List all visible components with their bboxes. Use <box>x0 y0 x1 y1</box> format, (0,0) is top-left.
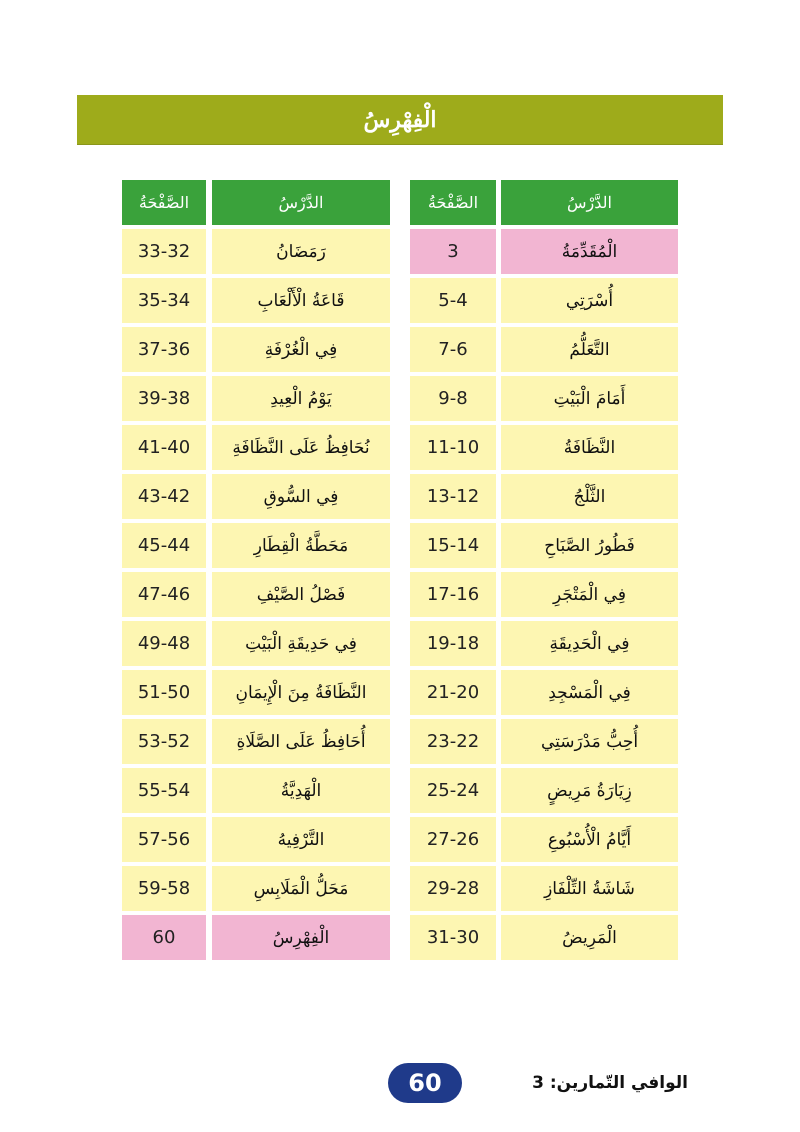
table-row <box>410 327 678 372</box>
lesson-column-header: الدَّرْسُ <box>501 180 678 225</box>
page-range-cell: 15-14 <box>410 523 496 568</box>
page-column-header: الصَّفْحَةُ <box>122 180 206 225</box>
table-row <box>410 915 678 960</box>
lesson-title-cell: قَاعَةُ الْأَلْعَابِ <box>212 278 390 323</box>
table-row <box>122 474 390 519</box>
page-range-cell: 5-4 <box>410 278 496 323</box>
lesson-title-cell: فِي حَدِيقَةِ الْبَيْتِ <box>212 621 390 666</box>
page-range-cell: 37-36 <box>122 327 206 372</box>
table-row <box>410 866 678 911</box>
lesson-title-cell: مَحَطَّةُ الْقِطَارِ <box>212 523 390 568</box>
lesson-title-cell: الْمُقَدِّمَةُ <box>501 229 678 274</box>
lesson-title-cell: فَطُورُ الصَّبَاحِ <box>501 523 678 568</box>
table-row <box>410 474 678 519</box>
page-range-cell: 33-32 <box>122 229 206 274</box>
page-range-cell: 13-12 <box>410 474 496 519</box>
page-range-cell: 53-52 <box>122 719 206 764</box>
page-range-cell: 59-58 <box>122 866 206 911</box>
table-row <box>122 572 390 617</box>
index-table-left <box>122 180 390 964</box>
lesson-title-cell: فِي الْمَسْجِدِ <box>501 670 678 715</box>
table-row <box>410 425 678 470</box>
page-range-cell: 51-50 <box>122 670 206 715</box>
table-row <box>410 229 678 274</box>
page-number-badge: 60 <box>388 1063 462 1103</box>
page-range-cell: 49-48 <box>122 621 206 666</box>
lesson-title-cell: فِي الْحَدِيقَةِ <box>501 621 678 666</box>
table-row <box>122 817 390 862</box>
lesson-title-cell: أُسْرَتِي <box>501 278 678 323</box>
lesson-title-cell: أَمَامَ الْبَيْتِ <box>501 376 678 421</box>
page-range-cell: 9-8 <box>410 376 496 421</box>
table-row <box>410 817 678 862</box>
page-range-cell: 43-42 <box>122 474 206 519</box>
table-row <box>122 670 390 715</box>
lesson-title-cell: فِي الْمَتْجَرِ <box>501 572 678 617</box>
table-header-row <box>410 180 678 225</box>
lesson-title-cell: الْهَدِيَّةُ <box>212 768 390 813</box>
page-range-cell: 41-40 <box>122 425 206 470</box>
page-range-cell: 47-46 <box>122 572 206 617</box>
lesson-column-header: الدَّرْسُ <box>212 180 390 225</box>
page-range-cell: 27-26 <box>410 817 496 862</box>
page-range-cell: 29-28 <box>410 866 496 911</box>
table-row <box>122 376 390 421</box>
table-row <box>122 866 390 911</box>
table-row <box>410 376 678 421</box>
lesson-title-cell: فِي السُّوقِ <box>212 474 390 519</box>
page-range-cell: 3 <box>410 229 496 274</box>
page-range-cell: 25-24 <box>410 768 496 813</box>
lesson-title-cell: التَّعَلُّمُ <box>501 327 678 372</box>
page-range-cell: 39-38 <box>122 376 206 421</box>
table-row <box>122 719 390 764</box>
page-range-cell: 21-20 <box>410 670 496 715</box>
page-range-cell: 31-30 <box>410 915 496 960</box>
table-row <box>122 768 390 813</box>
page-title: الْفِهْرِسُ <box>77 95 723 145</box>
lesson-title-cell: الثَّلْجُ <box>501 474 678 519</box>
lesson-title-cell: رَمَضَانُ <box>212 229 390 274</box>
page-range-cell: 7-6 <box>410 327 496 372</box>
index-table-right <box>410 180 678 964</box>
page-range-cell: 35-34 <box>122 278 206 323</box>
page-range-cell: 60 <box>122 915 206 960</box>
page-range-cell: 57-56 <box>122 817 206 862</box>
page-range-cell: 19-18 <box>410 621 496 666</box>
lesson-title-cell: النَّظَافَةُ <box>501 425 678 470</box>
page-range-cell: 23-22 <box>410 719 496 764</box>
table-row <box>410 768 678 813</box>
lesson-title-cell: فِي الْغُرْفَةِ <box>212 327 390 372</box>
lesson-title-cell: أُحِبُّ مَدْرَسَتِي <box>501 719 678 764</box>
table-row <box>122 621 390 666</box>
table-row <box>122 523 390 568</box>
page-column-header: الصَّفْحَةُ <box>410 180 496 225</box>
lesson-title-cell: أَيَّامُ الْأُسْبُوعِ <box>501 817 678 862</box>
table-row <box>410 572 678 617</box>
lesson-title-cell: نُحَافِظُ عَلَى النَّظَافَةِ <box>212 425 390 470</box>
lesson-title-cell: شَاشَةُ التِّلْفَازِ <box>501 866 678 911</box>
book-title: الوافي التّمارين: 3 <box>532 1073 688 1093</box>
table-header-row <box>122 180 390 225</box>
table-row <box>410 523 678 568</box>
page-range-cell: 55-54 <box>122 768 206 813</box>
page-range-cell: 45-44 <box>122 523 206 568</box>
lesson-title-cell: الْفِهْرِسُ <box>212 915 390 960</box>
table-row <box>410 621 678 666</box>
lesson-title-cell: يَوْمُ الْعِيدِ <box>212 376 390 421</box>
lesson-title-cell: فَصْلُ الصَّيْفِ <box>212 572 390 617</box>
lesson-title-cell: أُحَافِظُ عَلَى الصَّلَاةِ <box>212 719 390 764</box>
table-row <box>122 229 390 274</box>
page-range-cell: 17-16 <box>410 572 496 617</box>
table-row <box>410 719 678 764</box>
lesson-title-cell: النَّظَافَةُ مِنَ الْإِيمَانِ <box>212 670 390 715</box>
lesson-title-cell: مَحَلُّ الْمَلَابِسِ <box>212 866 390 911</box>
table-row <box>410 670 678 715</box>
lesson-title-cell: الْمَرِيضُ <box>501 915 678 960</box>
table-row <box>410 278 678 323</box>
lesson-title-cell: التَّرْفِيهُ <box>212 817 390 862</box>
lesson-title-cell: زِيَارَةُ مَرِيضٍ <box>501 768 678 813</box>
table-row <box>122 425 390 470</box>
table-row <box>122 278 390 323</box>
page-range-cell: 11-10 <box>410 425 496 470</box>
table-row <box>122 327 390 372</box>
table-row <box>122 915 390 960</box>
